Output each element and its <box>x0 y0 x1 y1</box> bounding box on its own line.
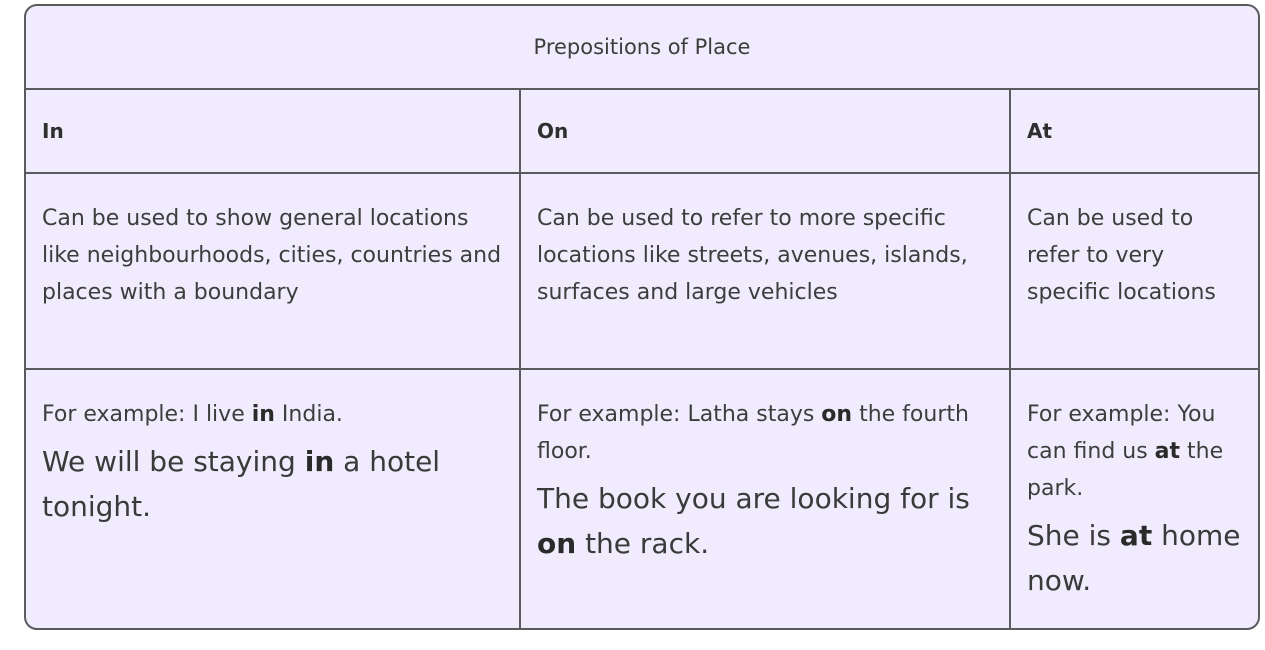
example-text: We will be staying <box>42 445 305 478</box>
definition-in: Can be used to show general locations like neighbourhoods, cities, countries and places with a boundary <box>26 174 521 370</box>
column-header-in: In <box>26 90 521 174</box>
example-sentence-large <box>537 476 993 566</box>
example-keyword: at <box>1154 439 1181 464</box>
example-keyword: at <box>1119 519 1153 552</box>
example-sentence-large <box>1027 513 1242 603</box>
example-text: India. <box>274 402 343 427</box>
example-sentence <box>1027 396 1242 507</box>
column-header-at: At <box>1011 90 1258 174</box>
example-text: the rack. <box>576 527 710 560</box>
definition-on: Can be used to refer to more specific locations like streets, avenues, islands, surfaces and large vehicles <box>521 174 1011 370</box>
example-keyword: in <box>304 445 335 478</box>
example-text: a hotel tonight. <box>42 445 441 523</box>
example-keyword: on <box>537 527 577 560</box>
example-sentence <box>537 396 993 470</box>
examples-on <box>521 370 1011 628</box>
example-text: the fourth floor. <box>537 402 969 464</box>
column-header-on: On <box>521 90 1011 174</box>
example-keyword: in <box>251 402 275 427</box>
example-text: For example: I live <box>42 402 252 427</box>
examples-in <box>26 370 521 628</box>
example-sentence-large <box>42 439 503 529</box>
example-text: She is <box>1027 519 1120 552</box>
example-text: For example: You can find us <box>1027 402 1216 464</box>
examples-at <box>1011 370 1258 628</box>
table-title: Prepositions of Place <box>26 6 1258 90</box>
example-text: home now. <box>1027 519 1241 597</box>
prepositions-table <box>24 4 1260 630</box>
example-text: the park. <box>1027 439 1224 501</box>
example-text: For example: Latha stays <box>537 402 822 427</box>
example-keyword: on <box>821 402 853 427</box>
definition-at: Can be used to refer to very specific locations <box>1011 174 1258 370</box>
example-text: The book you are looking for is <box>537 482 970 515</box>
example-sentence <box>42 396 503 433</box>
table-grid <box>26 90 1258 628</box>
